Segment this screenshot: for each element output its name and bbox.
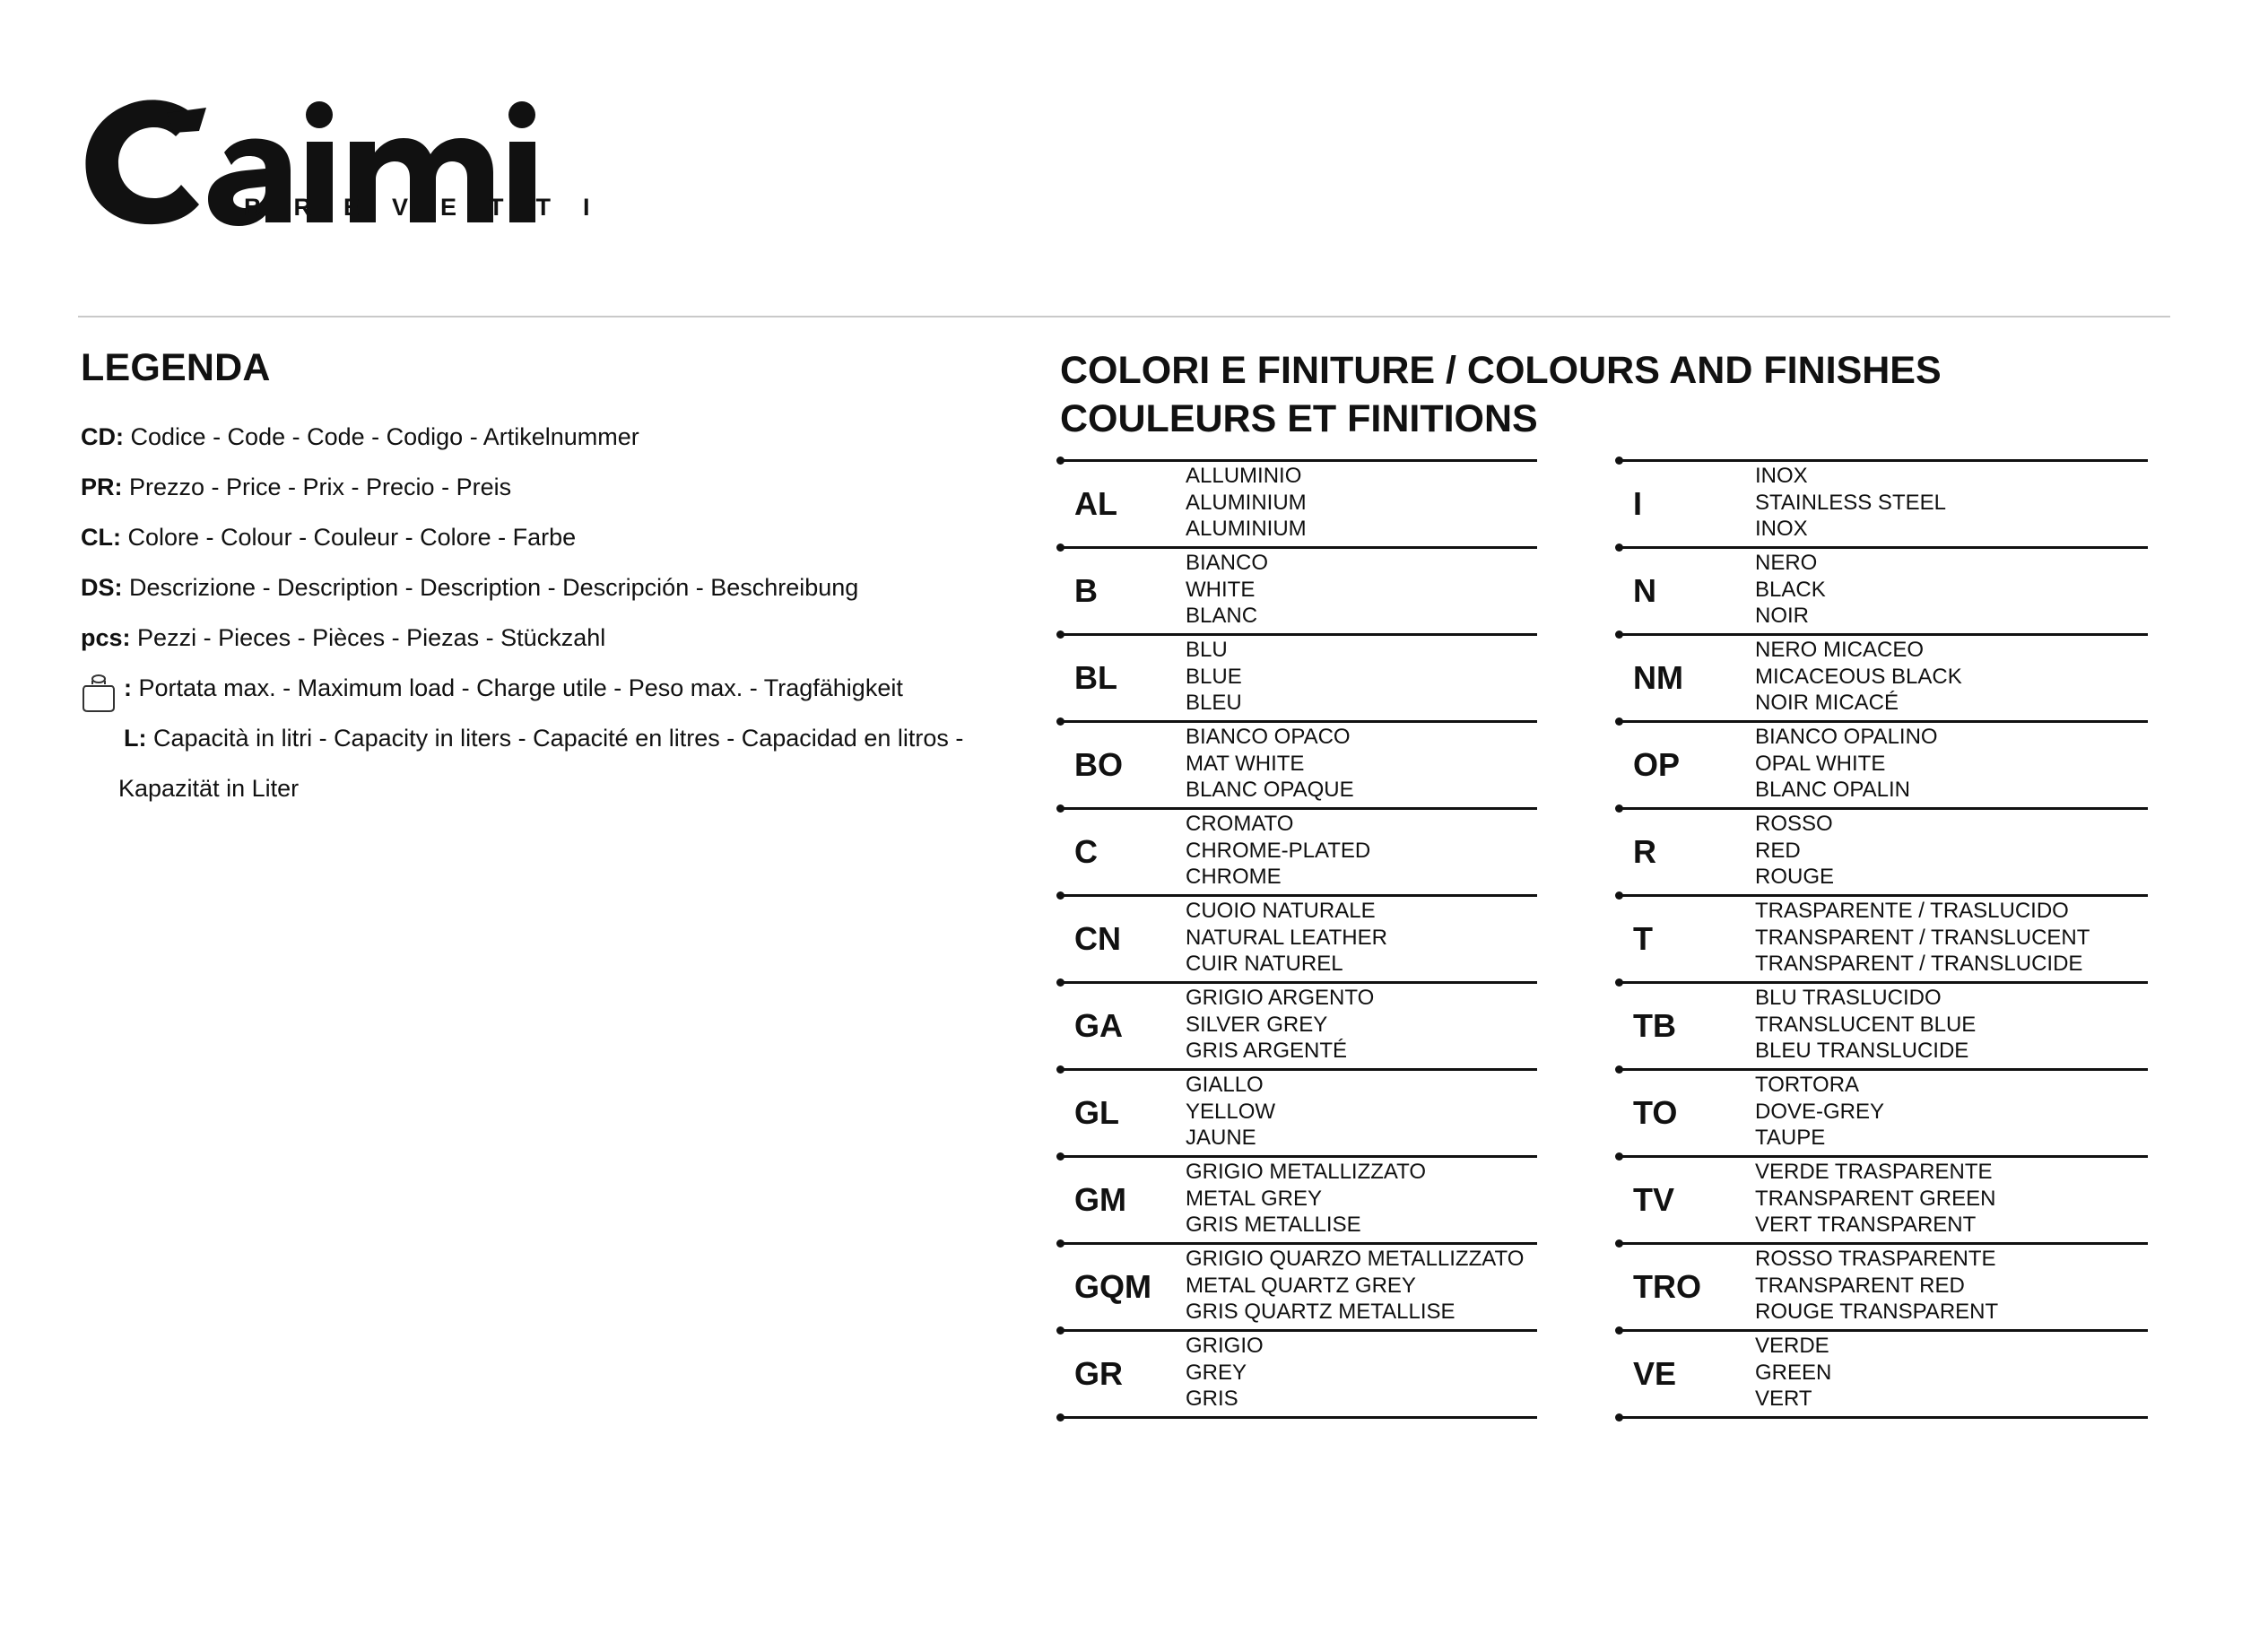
logo-subtitle: BREVETTI [244,194,622,221]
color-entry [1060,1242,1537,1329]
color-entry [1619,981,2148,1068]
color-entry [1619,546,2148,633]
color-name-it: BIANCO OPACO [1186,725,1351,749]
color-code: NM [1633,659,1683,696]
caimi-brevetti-logo [81,90,622,233]
color-name-en: TRANSLUCENT BLUE [1755,1012,1977,1037]
color-names [1755,811,1834,891]
color-name-fr: NOIR [1755,604,1809,628]
color-code: OP [1633,746,1681,783]
color-name-en: TRANSPARENT RED [1755,1273,1965,1298]
color-name-fr: JAUNE [1186,1126,1256,1150]
color-code: B [1074,572,1098,609]
color-names [1186,550,1268,630]
color-name-en: GREEN [1755,1360,1832,1385]
color-entry [1619,633,2148,720]
color-name-it: TRASPARENTE / TRASLUCIDO [1755,899,2069,923]
color-name-en: MAT WHITE [1186,751,1305,776]
color-name-en: TRANSPARENT / TRANSLUCENT [1755,925,2090,950]
color-name-en: YELLOW [1186,1099,1276,1124]
color-names [1186,1072,1275,1152]
color-names [1186,1333,1264,1413]
color-name-it: BIANCO [1186,551,1269,575]
legend-row-pcs [81,613,1031,663]
color-name-it: BIANCO OPALINO [1755,725,1938,749]
colors-title-line1: COLORI E FINITURE / COLOURS AND FINISHES [1060,349,1942,392]
legend-key: pcs: [81,624,131,651]
color-name-it: GRIGIO QUARZO METALLIZZATO [1186,1247,1525,1271]
color-code: I [1633,485,1643,522]
color-entry [1619,1068,2148,1155]
color-code: GM [1074,1181,1126,1218]
color-names [1186,985,1374,1065]
color-name-it: ROSSO [1755,812,1833,836]
color-name-it: GIALLO [1186,1073,1264,1097]
color-name-fr: BLANC [1186,604,1258,628]
color-name-it: GRIGIO ARGENTO [1186,986,1375,1010]
color-code: C [1074,833,1098,870]
color-name-it: NERO [1755,551,1818,575]
color-names [1186,898,1387,978]
color-code: T [1633,920,1653,957]
color-name-fr: GRIS METALLISE [1186,1213,1361,1237]
color-name-fr: BLANC OPAQUE [1186,778,1354,802]
color-entry [1619,1155,2148,1242]
colors-column-right [1619,459,2148,1419]
color-name-it: GRIGIO [1186,1334,1264,1358]
color-entry [1619,894,2148,981]
color-name-en: BLACK [1755,577,1826,602]
color-code: GR [1074,1355,1123,1392]
color-code: TRO [1633,1268,1701,1305]
color-name-en: GREY [1186,1360,1247,1385]
color-name-en: STAINLESS STEEL [1755,490,1946,515]
color-name-en: WHITE [1186,577,1256,602]
color-code: BL [1074,659,1117,696]
legend-section [81,346,1031,813]
color-names [1186,637,1242,717]
color-name-en: ALUMINIUM [1186,490,1307,515]
header-divider [78,316,2170,317]
color-entry [1060,1155,1537,1242]
color-name-en: TRANSPARENT GREEN [1755,1186,1996,1211]
legend-key: : [124,674,132,701]
color-name-fr: ROUGE [1755,865,1835,889]
legend-key: CD: [81,423,124,450]
color-names [1755,1246,1998,1326]
legend-text: Kapazität in Liter [118,775,300,802]
color-name-fr: BLANC OPALIN [1755,778,1910,802]
color-code: CN [1074,920,1121,957]
color-names [1186,1246,1524,1326]
color-code: GL [1074,1094,1119,1131]
color-name-it: GRIGIO METALLIZZATO [1186,1160,1427,1184]
color-entry [1060,807,1537,894]
color-name-fr: TAUPE [1755,1126,1826,1150]
color-name-fr: BLEU [1186,691,1242,715]
legend-row-pr [81,462,1031,512]
color-names [1755,898,2090,978]
color-names [1186,1159,1426,1239]
color-name-en: OPAL WHITE [1755,751,1886,776]
color-entry [1619,807,2148,894]
legend-text: Portata max. - Maximum load - Charge utile - Peso max. - Tragfähigkeit [138,674,903,701]
color-code: TV [1633,1181,1675,1218]
color-name-fr: CUIR NATUREL [1186,952,1343,976]
color-entry [1619,1329,2148,1419]
color-names [1755,724,1938,804]
color-name-it: BLU TRASLUCIDO [1755,986,1942,1010]
color-name-en: NATURAL LEATHER [1186,925,1387,950]
legend-text: Prezzo - Price - Prix - Precio - Preis [129,474,512,500]
weight-icon [81,672,117,713]
color-names [1755,637,1962,717]
colors-section [1060,346,2090,1411]
colors-column-left [1060,459,1537,1419]
legend-row-capacity-cont [81,763,1031,813]
color-name-fr: NOIR MICACÉ [1755,691,1899,715]
color-code: AL [1074,485,1117,522]
legend-key: DS: [81,574,123,601]
color-name-it: VERDE TRASPARENTE [1755,1160,1993,1184]
color-name-it: TORTORA [1755,1073,1860,1097]
color-entry [1060,894,1537,981]
legend-text: Pezzi - Pieces - Pièces - Piezas - Stückzahl [137,624,606,651]
color-entry [1060,1329,1537,1419]
color-code: R [1633,833,1656,870]
color-name-it: ROSSO TRASPARENTE [1755,1247,1996,1271]
color-names [1186,724,1354,804]
color-name-fr: INOX [1755,517,1808,541]
color-name-en: DOVE-GREY [1755,1099,1885,1124]
color-code: GA [1074,1007,1123,1044]
color-name-en: BLUE [1186,664,1242,689]
color-entry [1060,720,1537,807]
color-name-it: ALLUMINIO [1186,464,1302,488]
color-name-en: METAL QUARTZ GREY [1186,1273,1416,1298]
color-entry [1619,720,2148,807]
color-names [1186,463,1307,543]
color-name-en: METAL GREY [1186,1186,1323,1211]
color-entry [1060,1068,1537,1155]
legend-key: L: [124,725,147,752]
legend-text: Colore - Colour - Couleur - Colore - Farbe [127,524,577,551]
color-name-fr: TRANSPARENT / TRANSLUCIDE [1755,952,2083,976]
legend-row-capacity [81,713,1031,763]
color-names [1755,1072,1884,1152]
color-entry [1060,459,1537,546]
legend-row-weight [81,663,1031,713]
color-name-it: CROMATO [1186,812,1294,836]
legend-text: Descrizione - Description - Description - Descripción - Beschreibung [129,574,859,601]
color-names [1186,811,1370,891]
legend-key: CL: [81,524,121,551]
color-code: TB [1633,1007,1676,1044]
color-code: TO [1633,1094,1678,1131]
legend-row-cl [81,512,1031,562]
color-entry [1060,633,1537,720]
color-name-fr: ROUGE TRANSPARENT [1755,1300,1999,1324]
color-name-en: SILVER GREY [1186,1012,1328,1037]
color-entry [1060,546,1537,633]
color-name-fr: GRIS ARGENTÉ [1186,1039,1348,1063]
color-name-fr: ALUMINIUM [1186,517,1307,541]
color-names [1755,550,1826,630]
colors-title-line2: COULEURS ET FINITIONS [1060,397,1538,440]
legend-title: LEGENDA [81,346,271,389]
color-name-fr: BLEU TRANSLUCIDE [1755,1039,1969,1063]
color-name-it: CUOIO NATURALE [1186,899,1376,923]
color-name-en: MICACEOUS BLACK [1755,664,1962,689]
color-name-fr: GRIS [1186,1387,1238,1411]
color-names [1755,985,1976,1065]
color-code: BO [1074,746,1123,783]
color-name-en: RED [1755,838,1801,863]
legend-row-cd [81,412,1031,462]
color-entry [1619,459,2148,546]
color-name-en: CHROME-PLATED [1186,838,1371,863]
color-name-fr: VERT [1755,1387,1812,1411]
color-name-fr: GRIS QUARTZ METALLISE [1186,1300,1456,1324]
color-names [1755,1333,1831,1413]
color-name-it: NERO MICACEO [1755,638,1925,662]
color-name-it: INOX [1755,464,1808,488]
legend-row-ds [81,562,1031,613]
legend-text: Capacità in litri - Capacity in liters - Capacité en litres - Capacidad en litros - [153,725,964,752]
color-name-it: VERDE [1755,1334,1829,1358]
color-entry [1619,1242,2148,1329]
color-names [1755,463,1946,543]
legend-text: Codice - Code - Code - Codigo - Artikelnummer [130,423,639,450]
color-names [1755,1159,1996,1239]
color-code: N [1633,572,1656,609]
legend-key: PR: [81,474,123,500]
color-name-fr: CHROME [1186,865,1282,889]
color-code: VE [1633,1355,1677,1392]
color-entry [1060,981,1537,1068]
color-name-fr: VERT TRANSPARENT [1755,1213,1977,1237]
color-name-it: BLU [1186,638,1228,662]
color-code: GQM [1074,1268,1151,1305]
